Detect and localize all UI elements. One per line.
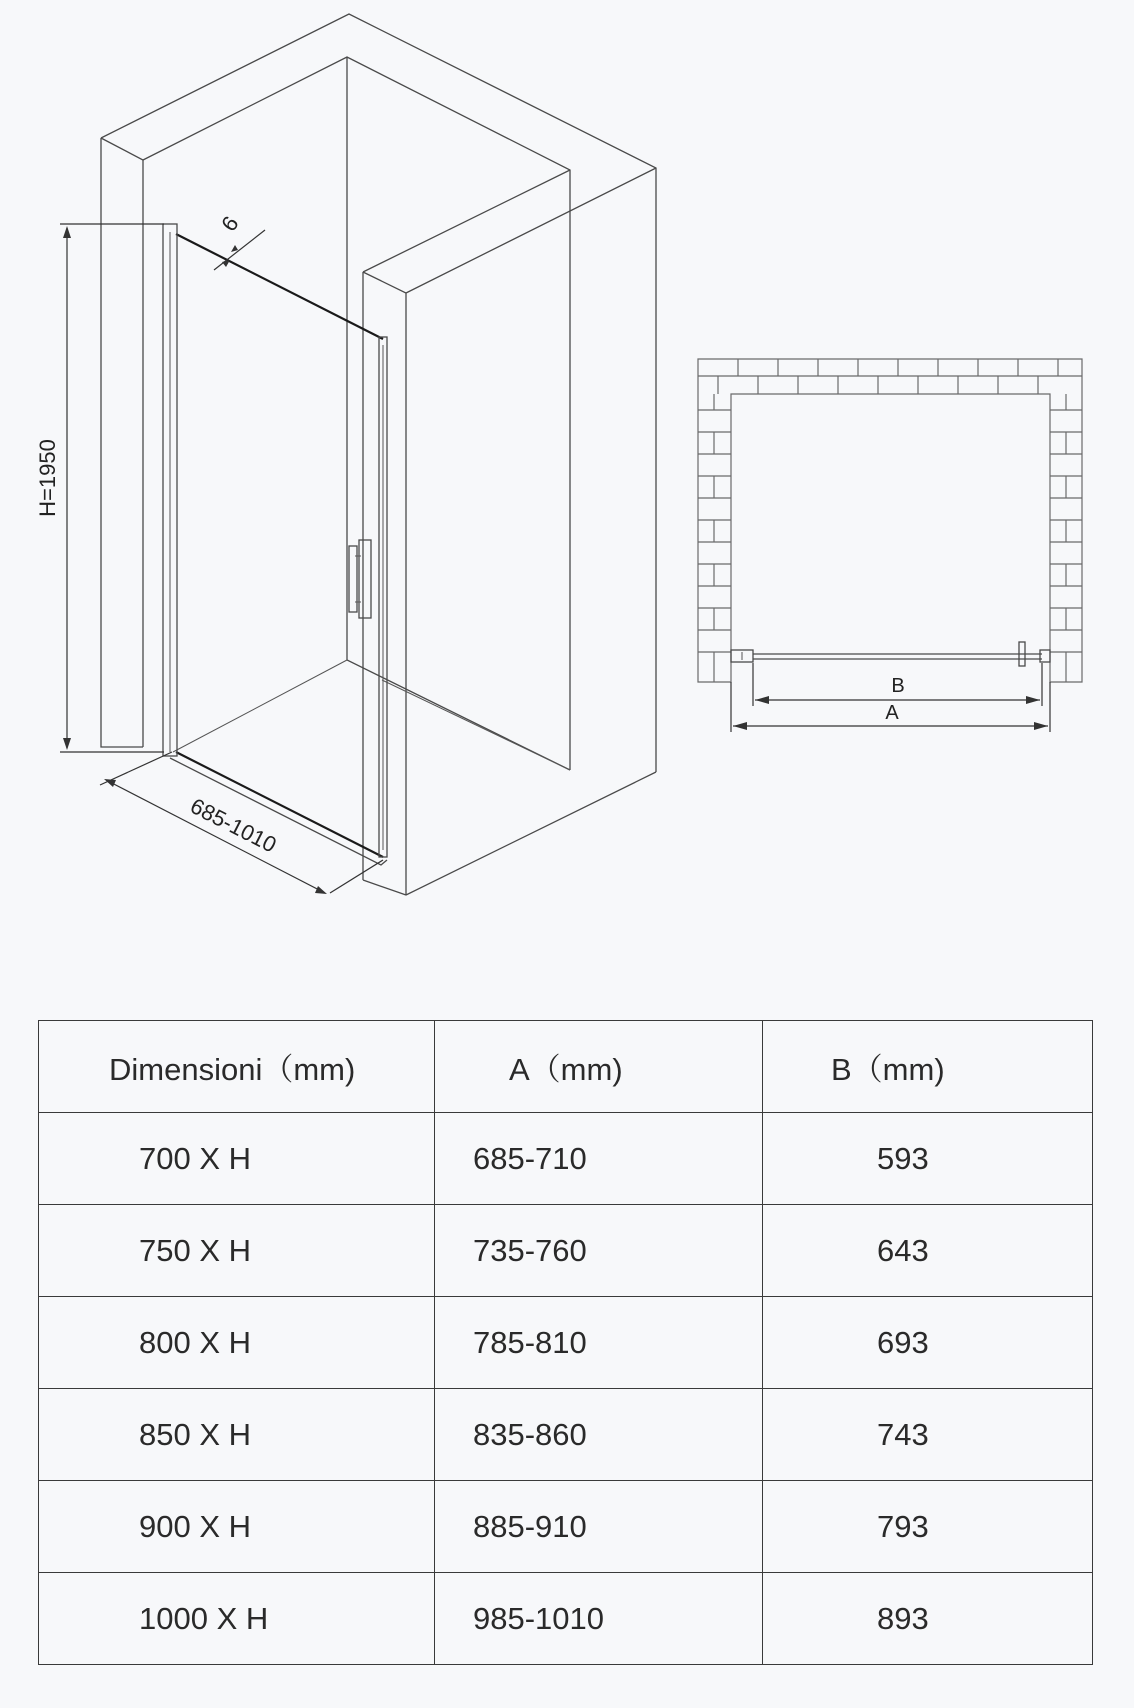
left-brick-wall xyxy=(698,394,731,682)
plan-door xyxy=(731,642,1050,666)
thickness-label: 6 xyxy=(216,211,244,236)
cell-b: 893 xyxy=(763,1573,1093,1665)
cell-size: 700 X H xyxy=(39,1113,435,1205)
header-dimensioni: Dimensioni（mm) xyxy=(39,1021,435,1113)
back-wall-outline xyxy=(143,57,570,770)
door-handle xyxy=(349,540,371,618)
dimensions-table xyxy=(38,1020,1093,1665)
table-row xyxy=(39,1481,1093,1573)
cell-size: 800 X H xyxy=(39,1297,435,1389)
cell-a: 885-910 xyxy=(435,1481,763,1573)
cell-size: 900 X H xyxy=(39,1481,435,1573)
height-label: H=1950 xyxy=(35,439,60,517)
cell-b: 743 xyxy=(763,1389,1093,1481)
cell-a: 835-860 xyxy=(435,1389,763,1481)
table-row xyxy=(39,1573,1093,1665)
right-brick-wall xyxy=(1050,394,1082,682)
dimension-b xyxy=(753,663,1042,706)
header-a: A（mm) xyxy=(435,1021,763,1113)
table-row xyxy=(39,1113,1093,1205)
top-brick-wall xyxy=(698,359,1082,394)
cell-b: 593 xyxy=(763,1113,1093,1205)
isometric-view xyxy=(35,14,656,895)
height-dimension xyxy=(35,224,164,752)
cell-b: 793 xyxy=(763,1481,1093,1573)
cell-a: 685-710 xyxy=(435,1113,763,1205)
plan-label-b: B xyxy=(891,675,905,697)
brick-wall-outline xyxy=(698,359,1082,682)
cell-a: 985-1010 xyxy=(435,1573,763,1665)
cell-size: 750 X H xyxy=(39,1205,435,1297)
table-row xyxy=(39,1389,1093,1481)
cell-b: 693 xyxy=(763,1297,1093,1389)
plan-label-a: A xyxy=(885,702,899,724)
cell-size: 1000 X H xyxy=(39,1573,435,1665)
header-b: B（mm) xyxy=(763,1021,1093,1113)
table-row xyxy=(39,1297,1093,1389)
table-row xyxy=(39,1205,1093,1297)
thickness-dimension xyxy=(214,212,265,270)
plan-view xyxy=(698,359,1082,732)
cell-size: 850 X H xyxy=(39,1389,435,1481)
floor-line xyxy=(173,660,570,770)
width-dimension xyxy=(100,752,383,894)
width-range-label: 685-1010 xyxy=(186,793,281,858)
right-wall-outline xyxy=(363,168,656,895)
table-header-row xyxy=(39,1021,1093,1113)
glass-top-edge xyxy=(176,234,383,339)
cell-b: 643 xyxy=(763,1205,1093,1297)
cell-a: 785-810 xyxy=(435,1297,763,1389)
cell-a: 735-760 xyxy=(435,1205,763,1297)
